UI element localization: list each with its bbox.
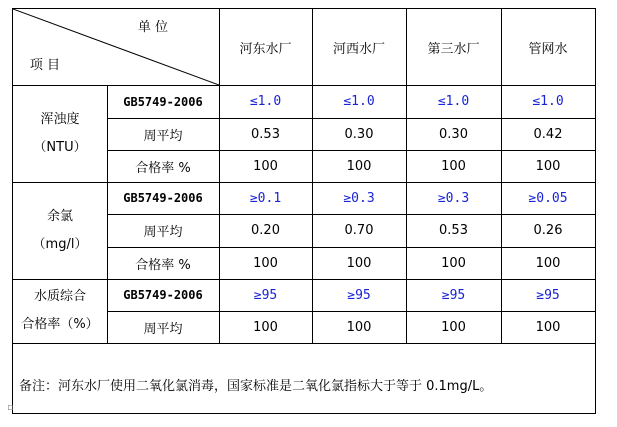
table-cell: ≤1.0	[343, 94, 375, 109]
group-turbidity-line1: 浑浊度	[40, 111, 80, 127]
grid-line	[107, 150, 595, 151]
row-label: 周平均	[143, 321, 183, 337]
row-label: 周平均	[143, 225, 183, 240]
table-cell: ≥0.3	[343, 190, 375, 206]
resize-handle-icon	[8, 405, 13, 410]
grid-line	[13, 279, 595, 280]
row-label: GB5749-2006	[123, 288, 203, 302]
table-cell: 0.26	[533, 223, 563, 238]
table-cell: 0.30	[439, 126, 468, 142]
table-cell: 100	[535, 319, 561, 335]
group-overall-name	[13, 279, 107, 343]
row-label: 周平均	[143, 128, 183, 144]
table-cell: 100	[253, 319, 278, 335]
group-overall-line1: 水质综合	[33, 289, 86, 304]
table-cell: ≥95	[253, 287, 278, 303]
grid-line	[13, 182, 595, 183]
group-turbidity-name	[13, 85, 107, 182]
table-cell: 0.42	[533, 126, 563, 142]
table-cell: 0.70	[344, 223, 374, 238]
grid-line	[312, 9, 313, 343]
grid-line	[406, 9, 407, 343]
table-cell: 100	[535, 255, 561, 271]
table-cell: ≥95	[536, 287, 560, 303]
table-cell: 100	[441, 319, 466, 335]
table-cell: ≥95	[441, 287, 466, 303]
table-cell: 0.53	[439, 223, 468, 238]
table-cell: 100	[346, 158, 372, 174]
table-cell: ≤1.0	[249, 94, 282, 109]
row-label: GB5749-2006	[123, 94, 203, 109]
column-header-network: 管网水	[528, 41, 568, 57]
table-cell: 100	[253, 255, 278, 271]
table-cell: ≤1.0	[437, 94, 470, 109]
table-cell: 100	[346, 319, 372, 335]
column-header-third: 第三水厂	[427, 41, 480, 57]
water-quality-table	[12, 8, 596, 414]
table-cell: 0.20	[251, 223, 280, 238]
table-cell: 100	[346, 255, 372, 271]
row-label: 合格率 %	[135, 257, 191, 273]
table-cell: 100	[253, 158, 278, 174]
table-cell: 100	[535, 158, 561, 174]
grid-line	[219, 9, 220, 343]
table-note: 备注：河东水厂使用二氧化氯消毒，国家标准是二氧化氯指标大于等于 0.1mg/L。	[19, 379, 493, 394]
group-chlorine-line1: 余氯	[46, 208, 73, 224]
row-label: GB5749-2006	[123, 191, 203, 205]
grid-line	[107, 118, 595, 119]
table-cell: 100	[441, 158, 466, 174]
table-cell: 100	[441, 255, 466, 271]
table-cell: ≥95	[347, 287, 371, 303]
group-chlorine-line2: （mg/l）	[32, 236, 88, 252]
table-cell: ≥0.3	[437, 190, 470, 206]
row-label: 合格率 %	[135, 160, 191, 176]
item-label: 项 目	[29, 57, 61, 73]
table-cell: ≥0.1	[249, 190, 282, 206]
unit-label: 单 位	[137, 19, 169, 35]
column-header-hedong: 河东水厂	[239, 41, 292, 57]
table-cell: ≤1.0	[532, 94, 564, 109]
group-overall-line2: 合格率（%）	[21, 317, 99, 332]
group-turbidity-line2: （NTU）	[33, 139, 87, 155]
grid-line	[107, 214, 595, 215]
grid-line	[13, 343, 595, 344]
group-chlorine-name	[13, 182, 107, 279]
grid-line	[107, 311, 595, 312]
grid-line	[501, 9, 502, 343]
table-cell: ≥0.05	[528, 190, 568, 206]
table-cell: 0.53	[251, 126, 280, 142]
grid-line	[107, 247, 595, 248]
grid-line	[13, 85, 595, 86]
column-header-hexi: 河西水厂	[332, 41, 385, 57]
table-cell: 0.30	[344, 126, 374, 142]
